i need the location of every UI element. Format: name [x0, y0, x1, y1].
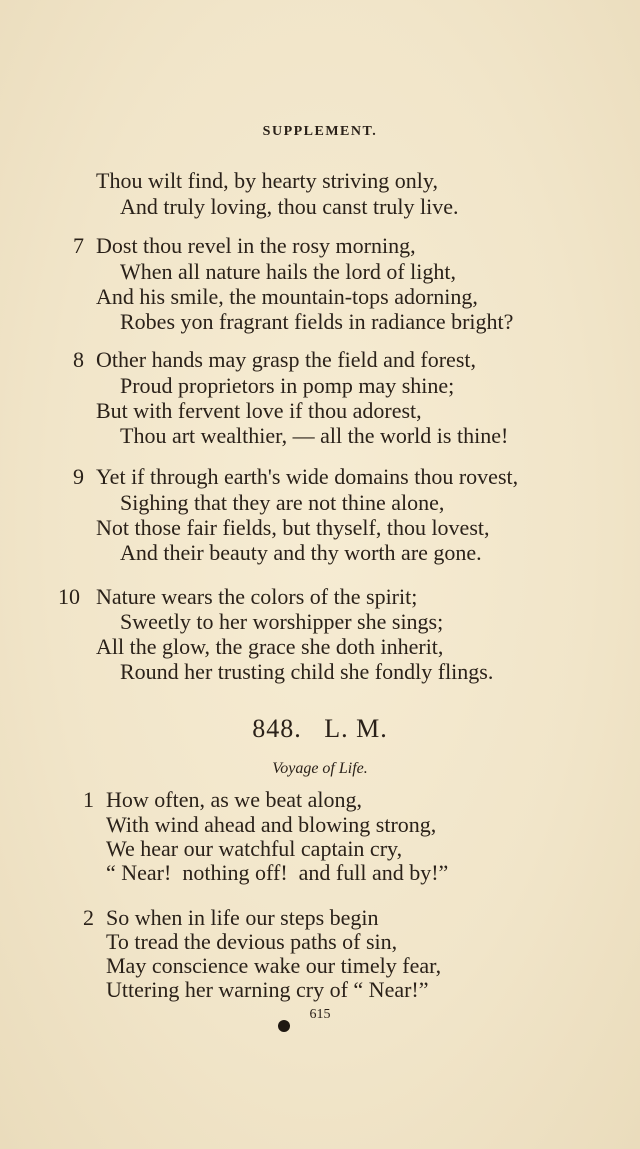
- verse-line: With wind ahead and blowing strong,: [106, 812, 437, 837]
- hymn-heading: 848. L. M.: [252, 714, 388, 743]
- verse-line: All the glow, the grace she doth inherit,: [96, 634, 444, 659]
- verse-line: When all nature hails the lord of light,: [120, 259, 457, 284]
- stanza-number: 10: [58, 584, 80, 609]
- verse-line: May conscience wake our timely fear,: [106, 953, 442, 978]
- verse-line: Thou wilt find, by hearty striving only,: [96, 168, 438, 193]
- stanza-number: 8: [73, 347, 84, 372]
- verse-line: How often, as we beat along,: [106, 787, 362, 812]
- ink-dot-ornament: [278, 1020, 290, 1032]
- verse-line: Other hands may grasp the field and forest,: [96, 347, 476, 372]
- verse-line: Dost thou revel in the rosy morning,: [96, 233, 416, 258]
- verse-line: And his smile, the mountain-tops adorning,: [96, 284, 478, 309]
- verse-line: Proud proprietors in pomp may shine;: [120, 373, 455, 398]
- page-number: 615: [309, 1007, 331, 1022]
- verse-line: And their beauty and thy worth are gone.: [120, 540, 482, 565]
- verse-line: “ Near! nothing off! and full and by!”: [106, 860, 449, 885]
- verse-line: Nature wears the colors of the spirit;: [96, 584, 418, 609]
- verse-line: Uttering her warning cry of “ Near!”: [106, 977, 429, 1002]
- verse-line: We hear our watchful captain cry,: [106, 836, 403, 861]
- stanza-number: 9: [73, 464, 84, 489]
- verse-line: So when in life our steps begin: [106, 905, 379, 930]
- verse-line: Not those fair fields, but thyself, thou lovest,: [96, 515, 490, 540]
- verse-line: Thou art wealthier, — all the world is thine!: [120, 423, 509, 448]
- verse-line: Yet if through earth's wide domains thou rovest,: [96, 464, 519, 489]
- verse-line: And truly loving, thou canst truly live.: [120, 194, 459, 219]
- verse-line: Robes yon fragrant fields in radiance bright?: [120, 309, 514, 334]
- verse-line: To tread the devious paths of sin,: [106, 929, 398, 954]
- verse-line: Sighing that they are not thine alone,: [120, 490, 445, 515]
- verse-line: Sweetly to her worshipper she sings;: [120, 609, 444, 634]
- verse-line: Round her trusting child she fondly flings.: [120, 659, 494, 684]
- stanza-number: 7: [73, 233, 84, 258]
- stanza-number: 2: [83, 905, 94, 930]
- stanza-number: 1: [83, 787, 94, 812]
- hymn-title: Voyage of Life.: [272, 760, 368, 777]
- running-head: SUPPLEMENT.: [262, 124, 378, 139]
- verse-line: But with fervent love if thou adorest,: [96, 398, 422, 423]
